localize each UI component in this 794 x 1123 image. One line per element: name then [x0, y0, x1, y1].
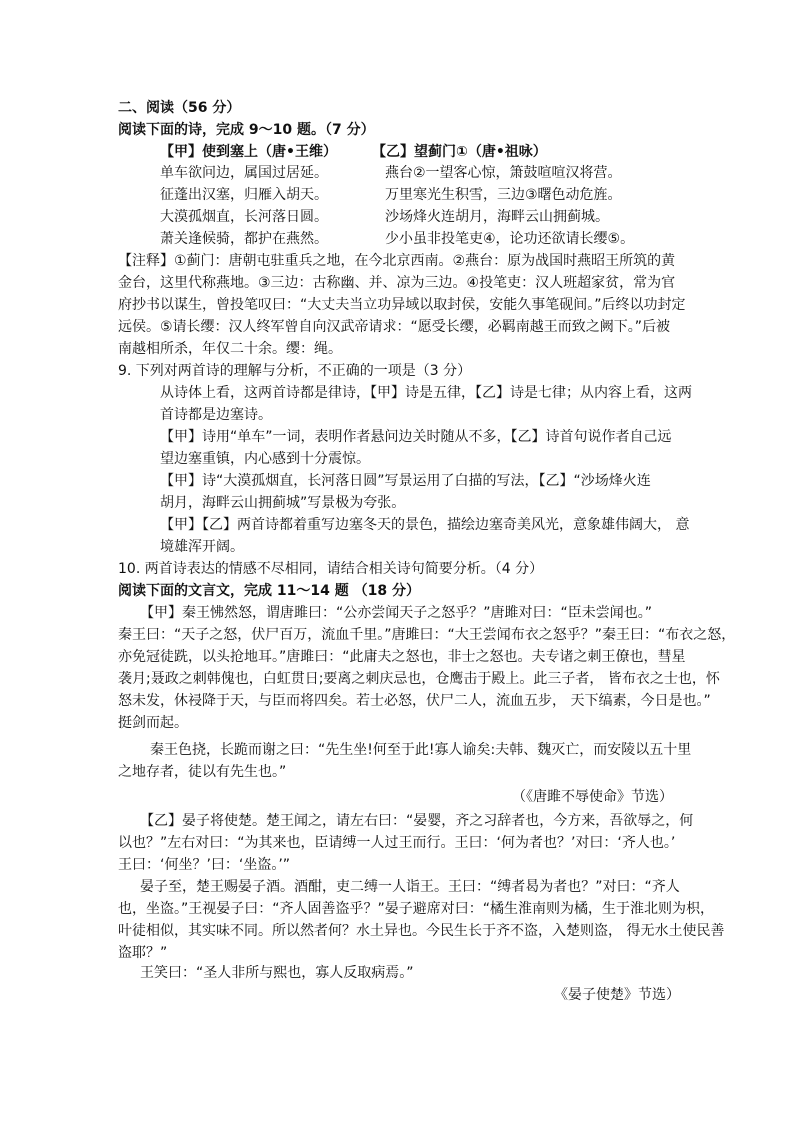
question-9-option: 胡月，海畔云山拥蓟城”写景极为夸张。 [160, 495, 406, 511]
prose-yi-line: 【乙】晏子将使楚。楚王闻之，请左右曰：“晏婴，齐之习辞者也，今方来，吾欲辱之，何 [140, 813, 694, 829]
note-line: 南越相所杀，年仅二十余。缨：绳。 [118, 341, 342, 357]
prose-jia-line: 亦免冠徒跣，以头抢地耳。”唐雎曰：“此庸夫之怒也，非士之怒也。夫专诸之刺王僚也，彗星 [118, 649, 686, 665]
poem-jia-line: 单车欲问边，属国过居延。 [160, 165, 328, 181]
poem-yi-line: 沙场烽火连胡月，海畔云山拥蓟城。 [385, 209, 609, 225]
prose-jia-line: 秦王色挠，长跪而谢之曰：“先生坐!何至于此!寡人谕矣:夫韩、魏灭亡，而安陵以五十里 [150, 742, 692, 758]
note-line: 府抄书以谋生，曾投笔叹曰：“大丈夫当立功异域以取封侯，安能久事笔砚间。”后终以功封定 [118, 297, 686, 313]
prose-jia-line: 挺剑而起。 [118, 715, 188, 731]
prose-yi-line: 王笑曰：“圣人非所与熙也，寡人反取病焉。” [140, 965, 414, 981]
prose-yi-line: 也，坐盗。”王视晏子曰：“齐人固善盗乎？”晏子避席对曰：“橘生淮南则为橘，生于淮北则为枳， [118, 901, 715, 917]
prose-yi-line: 晏子至，楚王赐晏子酒。酒酣，吏二缚一人诣王。王曰：“缚者曷为者也？”对曰：“齐人 [140, 879, 680, 895]
poem-jia-line: 萧关逢候骑，都护在燕然。 [160, 231, 328, 247]
question-9-option: 境雄浑开阔。 [160, 539, 244, 555]
prose-yi-line: 以也？”左右对曰：“为其来也，臣请缚一人过王而行。王曰：‘何为者也？’对曰：‘齐人也。’ [118, 835, 676, 851]
poem-yi-line: 少小虽非投笔吏④，论功还欲请长缨⑤。 [385, 231, 635, 247]
prose-jia-line: 袭月;聂政之刺韩傀也，白虹贯日;要离之刺庆忌也，仓鹰击于殿上。此三子者， 皆布衣之士也，怀 [118, 671, 720, 687]
prose-jia-line: 之地存者，徒以有先生也。” [118, 764, 287, 780]
poem-jia-title: 【甲】使到塞上（唐•王维） [160, 144, 337, 160]
prose-jia-line: 【甲】秦王怫然怒，谓唐雎曰：“公亦尝闻天子之怒乎？”唐雎对曰：“臣未尝闻也。” [140, 605, 653, 621]
note-line: 【注释】①蓟门：唐朝屯驻重兵之地，在今北京西南。②燕台：原为战国时燕昭王所筑的黄 [118, 253, 676, 269]
poem-instruction: 阅读下面的诗，完成 9～10 题。（7 分） [118, 122, 375, 138]
poem-jia-line: 大漠孤烟直，长河落日圆。 [160, 209, 328, 225]
question-9-option: 【甲】诗用“单车”一词，表明作者悬问边关时随从不多，【乙】诗首句说作者自己远 [160, 429, 672, 445]
poem-yi-title: 【乙】望蓟门①（唐•祖咏） [372, 144, 547, 160]
question-10-stem: 10. 两首诗表达的情感不尽相同，请结合相关诗句简要分析。（4 分） [118, 561, 544, 577]
question-9-option: 【甲】诗“大漠孤烟直，长河落日圆”写景运用了白描的写法，【乙】“沙场烽火连 [160, 473, 651, 489]
prose-yi-line: 盗耶？” [118, 945, 168, 961]
question-9-option: 【甲】【乙】两首诗都着重写边塞冬天的景色，描绘边塞奇美风光，意象雄伟阔大， 意 [160, 517, 690, 533]
prose-yi-line: 王曰：‘何坐？’曰：‘坐盗。’” [118, 857, 291, 873]
section-heading: 二、阅读（56 分） [118, 100, 241, 116]
question-9-option: 首诗都是边塞诗。 [160, 407, 272, 423]
note-line: 金台，这里代称燕地。③三边：古称幽、并、凉为三边。④投笔吏：汉人班超家贫，常为官 [118, 275, 676, 291]
question-9-option: 从诗体上看，这两首诗都是律诗，【甲】诗是五律，【乙】诗是七律；从内容上看，这两 [160, 385, 692, 401]
poem-yi-line: 万里寒光生积雪，三边③曙色动危旌。 [385, 187, 622, 203]
prose-instruction: 阅读下面的文言文，完成 11～14 题 （18 分） [118, 583, 420, 599]
prose-jia-source: （《唐雎不辱使命》节选） [512, 789, 673, 805]
question-9-option: 望边塞重镇，内心感到十分震惊。 [160, 451, 370, 467]
prose-jia-line: 怒未发，休祲降于天，与臣而将四矣。若士必怒，伏尸二人，流血五步， 天下缟素，今日是也。” [118, 693, 711, 709]
note-line: 远侯。⑤请长缨：汉人终军曾自向汉武帝请求：“愿受长缨，必羁南越王而致之阙下。”后被 [118, 319, 671, 335]
prose-jia-line: 秦王曰：“天子之怒，伏尸百万，流血千里。”唐雎曰：“大王尝闻布衣之怒乎？”秦王曰：“布衣之怒， [118, 627, 736, 643]
prose-yi-source: 《晏子使楚》节选） [554, 987, 680, 1003]
prose-yi-line: 叶徒相似，其实味不同。所以然者何？水土异也。今民生长于齐不盗，入楚则盗， 得无水土使民善 [118, 923, 725, 939]
question-9-stem: 9. 下列对两首诗的理解与分析，不正确的一项是（3 分） [118, 363, 472, 379]
poem-yi-line: 燕台②一望客心惊，箫鼓喧喧汉将营。 [385, 165, 622, 181]
poem-jia-line: 征蓬出汉塞，归雁入胡天。 [160, 187, 328, 203]
